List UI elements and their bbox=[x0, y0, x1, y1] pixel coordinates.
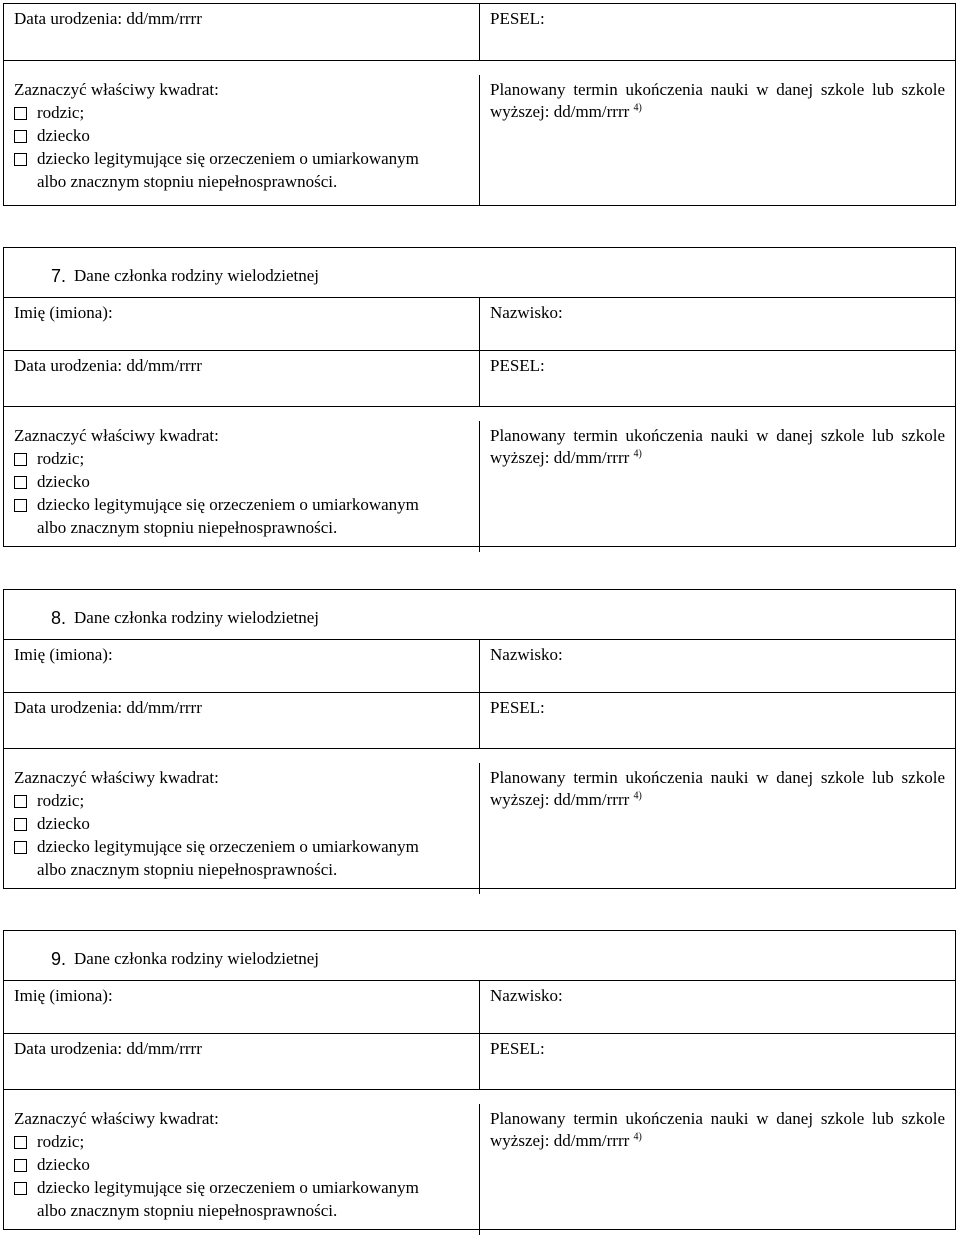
checkbox-icon[interactable] bbox=[14, 153, 27, 166]
planned-term-field[interactable]: Planowany termin ukończenia nauki w danej szkole lub szkole wyższej: dd/mm/rrrr $^{4)}$ bbox=[490, 1109, 945, 1150]
option-parent[interactable]: rodzic; bbox=[14, 101, 469, 124]
first-name-field[interactable]: Imię (imiona): bbox=[4, 981, 480, 1033]
checkbox-icon[interactable] bbox=[14, 1136, 27, 1149]
option-child-disabled[interactable]: dziecko legitymujące się orzeczeniem o umiarkowanym bbox=[14, 493, 469, 516]
pesel-field[interactable] bbox=[480, 4, 955, 60]
section-title: Dane członka rodziny wielodzietnej bbox=[74, 265, 319, 285]
option-child-disabled-cont: albo znacznym stopniu niepełnosprawności. bbox=[37, 1201, 338, 1220]
dob-pesel-row bbox=[4, 1033, 955, 1089]
option-parent[interactable]: rodzic; bbox=[14, 1130, 469, 1153]
section-header bbox=[4, 931, 955, 980]
footnote-ref: 4) bbox=[633, 102, 642, 114]
section-header bbox=[4, 248, 955, 297]
option-child-disabled[interactable]: dziecko legitymujące się orzeczeniem o umiarkowanym bbox=[14, 147, 469, 170]
member-table-partial bbox=[3, 3, 956, 206]
member-table-9 bbox=[3, 930, 956, 1230]
option-child[interactable]: dziecko bbox=[14, 470, 469, 493]
mark-box-label: Zaznaczyć właściwy kwadrat: bbox=[14, 768, 219, 787]
dob-field[interactable]: Data urodzenia: dd/mm/rrrr bbox=[4, 351, 480, 406]
checkbox-icon[interactable] bbox=[14, 1159, 27, 1172]
option-child[interactable]: dziecko bbox=[14, 124, 469, 147]
mark-box-label: Zaznaczyć właściwy kwadrat: bbox=[14, 1109, 219, 1128]
option-child-disabled[interactable]: dziecko legitymujące się orzeczeniem o umiarkowanym bbox=[14, 1176, 469, 1199]
status-cell bbox=[4, 421, 480, 552]
section-number: 9. bbox=[51, 948, 67, 969]
status-row bbox=[4, 748, 955, 894]
dob-pesel-row bbox=[4, 4, 955, 60]
name-row bbox=[4, 297, 955, 350]
member-table-7 bbox=[3, 247, 956, 547]
dob-pesel-row bbox=[4, 692, 955, 748]
footnote-ref: 4) bbox=[633, 790, 642, 802]
dob-pesel-row bbox=[4, 350, 955, 406]
status-cell bbox=[4, 763, 480, 894]
section-number: 7. bbox=[51, 265, 67, 286]
section-number: 8. bbox=[51, 607, 67, 628]
planned-term-field[interactable]: Planowany termin ukończenia nauki w danej szkole lub szkole wyższej: dd/mm/rrrr $^{4)}$ bbox=[490, 426, 945, 467]
checkbox-icon[interactable] bbox=[14, 499, 27, 512]
pesel-label: PESEL: bbox=[490, 9, 545, 28]
option-child-disabled-cont: albo znacznym stopniu niepełnosprawności. bbox=[37, 518, 338, 537]
status-cell bbox=[4, 75, 480, 205]
pesel-field[interactable]: PESEL: bbox=[490, 356, 545, 375]
dob-field[interactable]: Data urodzenia: dd/mm/rrrr bbox=[4, 1034, 480, 1089]
pesel-field[interactable]: PESEL: bbox=[490, 698, 545, 717]
option-parent[interactable]: rodzic; bbox=[14, 789, 469, 812]
name-row bbox=[4, 980, 955, 1033]
option-child[interactable]: dziecko bbox=[14, 1153, 469, 1176]
option-child-disabled[interactable]: dziecko legitymujące się orzeczeniem o umiarkowanym bbox=[14, 835, 469, 858]
section-header bbox=[4, 590, 955, 639]
first-name-field[interactable]: Imię (imiona): bbox=[4, 640, 480, 692]
planned-term-field[interactable]: Planowany termin ukończenia nauki w danej szkole lub szkole wyższej: dd/mm/rrrr $^{4)}$ bbox=[490, 80, 945, 121]
name-row bbox=[4, 639, 955, 692]
section-title: Dane członka rodziny wielodzietnej bbox=[74, 948, 319, 968]
status-cell bbox=[4, 1104, 480, 1235]
checkbox-icon[interactable] bbox=[14, 453, 27, 466]
section-title: Dane członka rodziny wielodzietnej bbox=[74, 607, 319, 627]
mark-box-label: Zaznaczyć właściwy kwadrat: bbox=[14, 80, 219, 99]
footnote-ref: 4) bbox=[633, 448, 642, 460]
mark-box-label: Zaznaczyć właściwy kwadrat: bbox=[14, 426, 219, 445]
checkbox-icon[interactable] bbox=[14, 818, 27, 831]
option-child-disabled-cont: albo znacznym stopniu niepełnosprawności. bbox=[37, 860, 338, 879]
option-child[interactable]: dziecko bbox=[14, 812, 469, 835]
footnote-ref: 4) bbox=[633, 1131, 642, 1143]
last-name-field[interactable]: Nazwisko: bbox=[490, 986, 563, 1005]
pesel-field[interactable]: PESEL: bbox=[490, 1039, 545, 1058]
first-name-field[interactable]: Imię (imiona): bbox=[4, 298, 480, 350]
last-name-field[interactable]: Nazwisko: bbox=[490, 645, 563, 664]
dob-field[interactable]: Data urodzenia: dd/mm/rrrr bbox=[4, 693, 480, 748]
member-table-8 bbox=[3, 589, 956, 889]
option-child-disabled-cont: albo znacznym stopniu niepełnosprawności. bbox=[37, 172, 338, 191]
checkbox-icon[interactable] bbox=[14, 841, 27, 854]
option-parent[interactable]: rodzic; bbox=[14, 447, 469, 470]
checkbox-icon[interactable] bbox=[14, 1182, 27, 1195]
status-row bbox=[4, 1089, 955, 1235]
status-row bbox=[4, 60, 955, 205]
status-row bbox=[4, 406, 955, 552]
last-name-field[interactable]: Nazwisko: bbox=[490, 303, 563, 322]
checkbox-icon[interactable] bbox=[14, 107, 27, 120]
dob-label: Data urodzenia: dd/mm/rrrr bbox=[14, 9, 202, 28]
dob-field[interactable] bbox=[4, 4, 480, 60]
checkbox-icon[interactable] bbox=[14, 476, 27, 489]
checkbox-icon[interactable] bbox=[14, 130, 27, 143]
planned-term-field[interactable]: Planowany termin ukończenia nauki w danej szkole lub szkole wyższej: dd/mm/rrrr $^{4)}$ bbox=[490, 768, 945, 809]
checkbox-icon[interactable] bbox=[14, 795, 27, 808]
